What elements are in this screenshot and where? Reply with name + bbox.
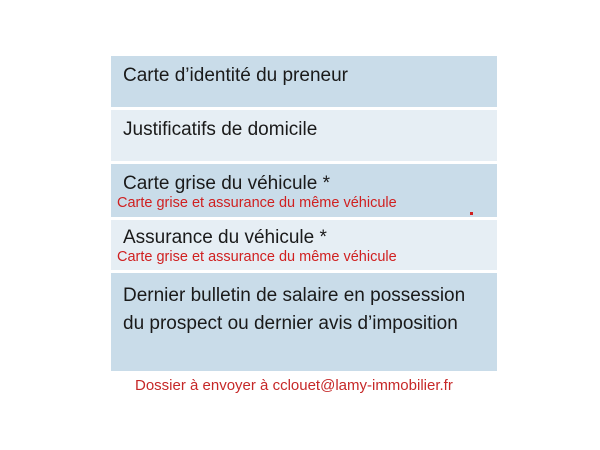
document-row-proof-of-address [111,110,497,161]
row-red-note: Carte grise et assurance du même véhicule [117,195,397,211]
row-label: Assurance du véhicule * [123,227,327,248]
document-row-payslip [111,273,497,371]
row-label-line-2: du prospect ou dernier avis d’imposition [123,313,458,334]
document-row-insurance [111,220,497,270]
row-label: Justificatifs de domicile [123,119,318,140]
red-mark [470,212,473,215]
row-label: Carte grise du véhicule * [123,173,330,194]
row-label: Carte d’identité du preneur [123,65,348,86]
document-row-registration [111,164,497,217]
document-row-id-card [111,56,497,107]
footer-note: Dossier à envoyer à cclouet@lamy-immobilier.fr [135,377,453,394]
row-label-line-1: Dernier bulletin de salaire en possession [123,285,466,306]
row-red-note: Carte grise et assurance du même véhicule [117,249,397,265]
